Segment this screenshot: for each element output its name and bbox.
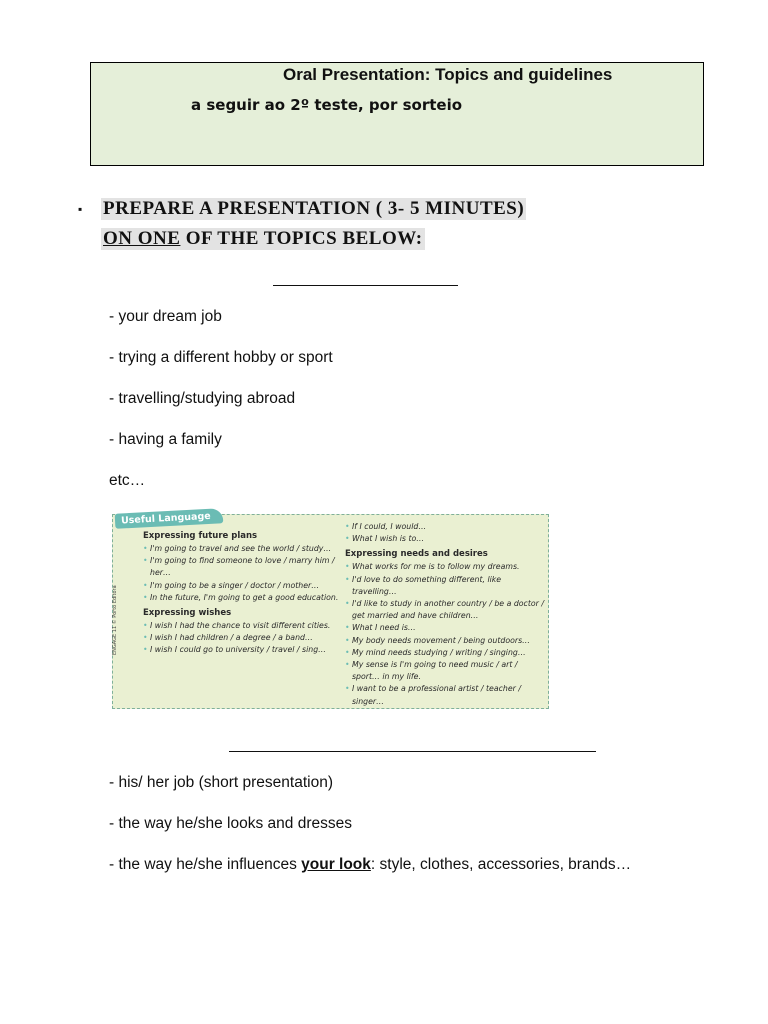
square-bullet-icon: ▪ — [78, 202, 83, 216]
topic-item: - your dream job — [109, 308, 222, 325]
section-title: Expressing needs and desires — [345, 549, 488, 560]
phrase-item: • My body needs movement / being outdoors… — [345, 635, 545, 647]
topic-text: : style, clothes, accessories, brands… — [370, 856, 632, 873]
section-divider-1 — [273, 285, 458, 286]
section-title: Expressing wishes — [143, 608, 232, 619]
topic-item: - his/ her job (short presentation) — [109, 774, 333, 791]
useful-right-column — [345, 521, 545, 708]
phrase-item: • In the future, I'm going to get a good education. — [143, 592, 343, 604]
emphasis-text: your look — [301, 856, 371, 873]
phrase-item: • I wish I had children / a degree / a band… — [143, 632, 343, 644]
topic-item — [109, 856, 631, 874]
phrase-item: • My sense is I'm going to need music / art / sport… in my life. — [345, 659, 545, 683]
instruction-line-1: PREPARE A PRESENTATION ( 3- 5 MINUTES) — [103, 198, 525, 219]
section-divider-2 — [229, 751, 596, 752]
topic-item: - having a family — [109, 431, 222, 448]
phrase-item: • I wish I had the chance to visit different cities. — [143, 620, 343, 632]
phrase-item: • If I could, I would… — [345, 521, 545, 533]
phrase-item: • What works for me is to follow my dreams. — [345, 561, 545, 573]
useful-language-tag: Useful Language — [115, 508, 223, 529]
topic-item: - travelling/studying abroad — [109, 390, 296, 407]
header-box — [90, 62, 704, 166]
phrase-item: • I'm going to find someone to love / marry him / her… — [143, 555, 343, 579]
phrase-item: • My mind needs studying / writing / singing… — [345, 647, 545, 659]
phrase-item: • I'd like to study in another country / be a doctor / get married and have children… — [345, 598, 545, 622]
topic-item: - trying a different hobby or sport — [109, 349, 333, 366]
phrase-item: • What I wish is to… — [345, 533, 545, 545]
useful-left-column — [143, 527, 343, 657]
topic-item: etc… — [109, 472, 146, 489]
useful-language-box — [112, 510, 549, 709]
page-title: Oral Presentation: Topics and guidelines — [283, 65, 613, 84]
section-title: Expressing future plans — [143, 531, 258, 541]
instruction-rest: OF THE TOPICS BELOW: — [180, 228, 423, 249]
phrase-item: • What I need is… — [345, 622, 545, 634]
phrase-item: • I want to be a professional artist / teacher / singer… — [345, 683, 545, 707]
topic-text: - the way he/she influences — [109, 856, 302, 873]
phrase-item: • I'm going to travel and see the world / study… — [143, 543, 343, 555]
topic-item: - the way he/she looks and dresses — [109, 815, 352, 832]
instruction-emphasis: ON ONE — [103, 228, 181, 249]
phrase-item: • I wish I could go to university / travel / sing… — [143, 644, 343, 656]
phrase-item: • I'm going to be a singer / doctor / mother… — [143, 580, 343, 592]
instruction-line-2 — [101, 228, 425, 250]
page-subtitle: a seguir ao 2º teste, por sorteio — [191, 96, 463, 114]
publisher-credit: ENGAGE 11 © Porto Editora — [112, 585, 118, 655]
phrase-item: • I'd love to do something different, like travelling… — [345, 574, 545, 598]
